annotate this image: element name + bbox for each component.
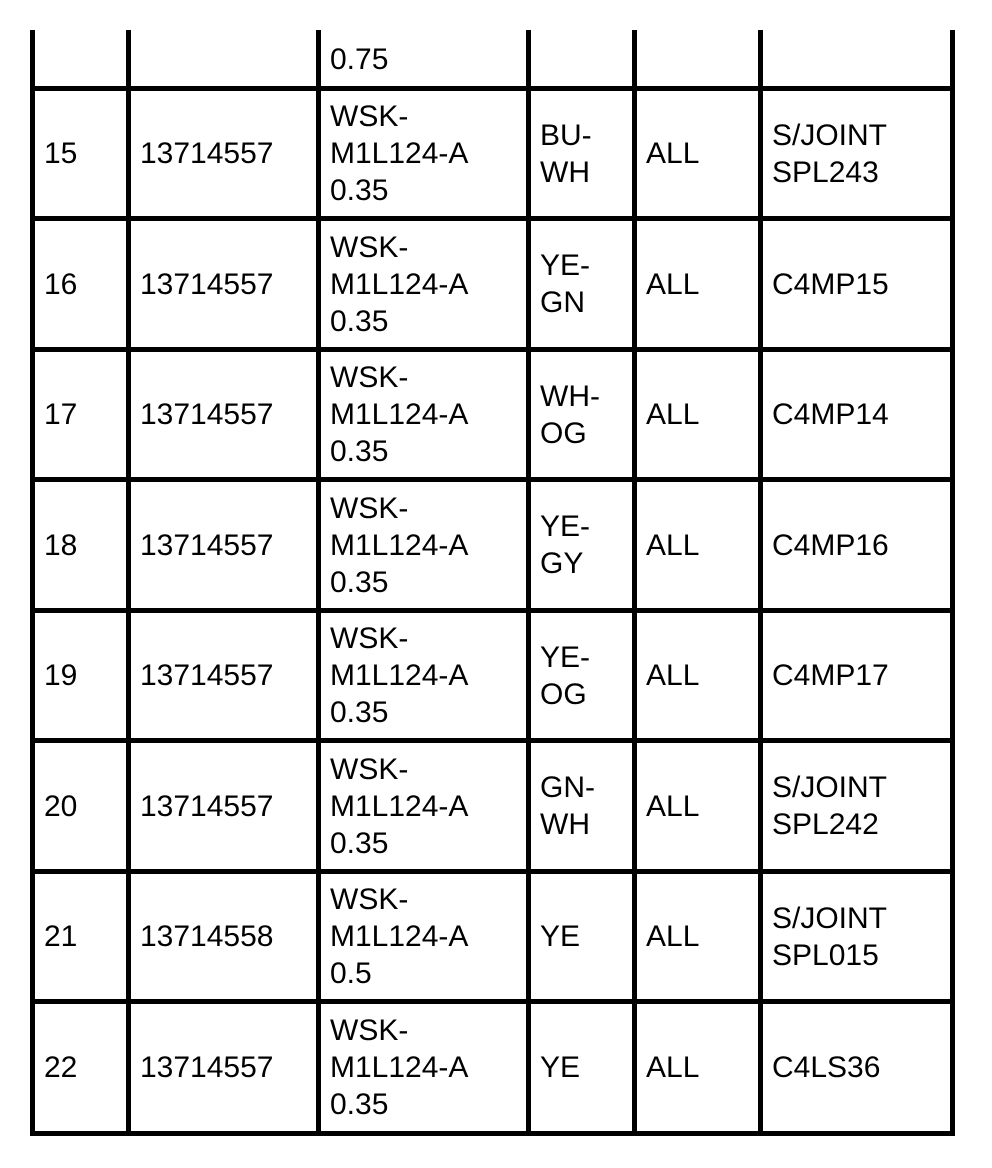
destination-line: SPL243: [772, 155, 879, 189]
color-line: WH: [540, 155, 590, 189]
wire-spec-line: M1L124-A: [330, 267, 469, 301]
cell-part-number: 13714557: [126, 352, 316, 477]
cell-number: [35, 30, 126, 86]
cell-number: 22: [44, 1051, 78, 1084]
wiring-table: [30, 30, 955, 1136]
cell-wire-spec: [316, 221, 526, 347]
table-row: [35, 86, 950, 216]
cell-wire-spec: [316, 1004, 526, 1131]
cell-number: 20: [44, 789, 78, 823]
cell-number: 21: [44, 920, 78, 953]
table-row: [35, 216, 950, 347]
cell-wire-spec: [316, 743, 526, 869]
wire-spec-line: 0.35: [330, 565, 389, 599]
wire-spec-line: WSK-: [330, 752, 409, 786]
destination-line: S/JOINT: [772, 771, 888, 804]
color-line: GY: [540, 547, 584, 580]
color-line: YE-: [540, 510, 591, 543]
cell-wire-spec: [316, 482, 526, 608]
cell-destination: [758, 352, 950, 477]
cell-wire-spec: [316, 30, 526, 86]
cell-destination: [758, 874, 950, 999]
table-row: [35, 869, 950, 999]
cell-color: [526, 91, 632, 216]
color-line: BU-: [540, 118, 592, 152]
cell-color: [526, 1004, 632, 1131]
cell-option: ALL: [632, 743, 758, 869]
wire-spec-line: 0.75: [330, 43, 389, 76]
cell-part-number: 13714557: [126, 743, 316, 869]
wire-spec-line: M1L124-A: [330, 528, 469, 562]
cell-part-number: [126, 30, 316, 86]
cell-part-number: 13714557: [126, 1004, 316, 1131]
cell-wire-spec: [316, 613, 526, 738]
wire-spec-line: WSK-: [330, 230, 409, 264]
wire-spec-line: M1L124-A: [330, 398, 469, 431]
color-line: OG: [540, 416, 587, 450]
cell-wire-spec: [316, 352, 526, 477]
cell-option: [632, 30, 758, 86]
table-row: [35, 347, 950, 477]
wire-spec-line: WSK-: [330, 622, 409, 655]
cell-part-number: 13714558: [126, 874, 316, 999]
table-row-partial: [35, 30, 950, 86]
wire-spec-line: M1L124-A: [330, 789, 469, 823]
cell-destination: [758, 482, 950, 608]
destination-line: C4MP14: [772, 398, 889, 431]
color-line: YE-: [540, 640, 591, 674]
destination-line: S/JOINT: [772, 118, 888, 152]
cell-option: ALL: [632, 91, 758, 216]
cell-destination: [758, 743, 950, 869]
wire-spec-line: M1L124-A: [330, 1051, 469, 1084]
wire-spec-line: M1L124-A: [330, 659, 469, 692]
cell-color: [526, 613, 632, 738]
wire-spec-line: M1L124-A: [330, 137, 469, 170]
destination-line: SPL242: [772, 808, 879, 841]
destination-line: S/JOINT: [772, 901, 888, 935]
color-line: WH-: [540, 379, 600, 413]
cell-destination: [758, 30, 950, 86]
cell-option: ALL: [632, 352, 758, 477]
color-line: WH: [540, 808, 590, 841]
wire-spec-line: 0.35: [330, 826, 389, 860]
table-row: [35, 608, 950, 738]
table-row: [35, 738, 950, 869]
wire-spec-line: 0.35: [330, 1088, 389, 1121]
color-line: GN-: [540, 771, 595, 804]
destination-line: SPL015: [772, 938, 879, 972]
cell-number: 19: [44, 659, 78, 692]
destination-line: C4MP17: [772, 659, 889, 692]
cell-color: [526, 221, 632, 347]
wire-spec-line: WSK-: [330, 100, 409, 133]
cell-wire-spec: [316, 874, 526, 999]
cell-number: 18: [44, 528, 78, 562]
wire-spec-line: 0.35: [330, 696, 389, 729]
cell-part-number: 13714557: [126, 221, 316, 347]
wire-spec-line: 0.5: [330, 957, 372, 990]
cell-option: ALL: [632, 221, 758, 347]
color-line: YE-: [540, 249, 591, 282]
cell-color: [526, 352, 632, 477]
cell-destination: [758, 613, 950, 738]
color-line: GN: [540, 286, 585, 319]
cell-part-number: 13714557: [126, 613, 316, 738]
wire-spec-line: WSK-: [330, 361, 409, 394]
wire-spec-line: 0.35: [330, 304, 389, 338]
cell-option: ALL: [632, 482, 758, 608]
destination-line: C4LS36: [772, 1051, 881, 1084]
destination-line: C4MP16: [772, 528, 889, 562]
wire-spec-line: 0.35: [330, 174, 389, 207]
cell-color: [526, 482, 632, 608]
table-row: [35, 999, 950, 1131]
color-line: OG: [540, 677, 587, 711]
cell-color: [526, 743, 632, 869]
table-row: [35, 477, 950, 608]
cell-destination: [758, 221, 950, 347]
cell-color: [526, 874, 632, 999]
wire-spec-line: WSK-: [330, 883, 409, 916]
cell-option: ALL: [632, 1004, 758, 1131]
color-line: YE: [540, 1051, 581, 1084]
wire-spec-line: WSK-: [330, 1014, 409, 1047]
cell-destination: [758, 1004, 950, 1131]
cell-number: 16: [44, 267, 78, 301]
cell-part-number: 13714557: [126, 482, 316, 608]
destination-line: C4MP15: [772, 267, 889, 301]
cell-option: ALL: [632, 874, 758, 999]
wire-spec-line: 0.35: [330, 435, 389, 468]
cell-number: 15: [44, 137, 78, 170]
cell-color: [526, 30, 632, 86]
cell-destination: [758, 91, 950, 216]
cell-wire-spec: [316, 91, 526, 216]
wire-spec-line: WSK-: [330, 491, 409, 525]
cell-number: 17: [44, 398, 78, 431]
wire-spec-line: M1L124-A: [330, 920, 469, 953]
color-line: YE: [540, 920, 581, 953]
cell-part-number: 13714557: [126, 91, 316, 216]
cell-option: ALL: [632, 613, 758, 738]
